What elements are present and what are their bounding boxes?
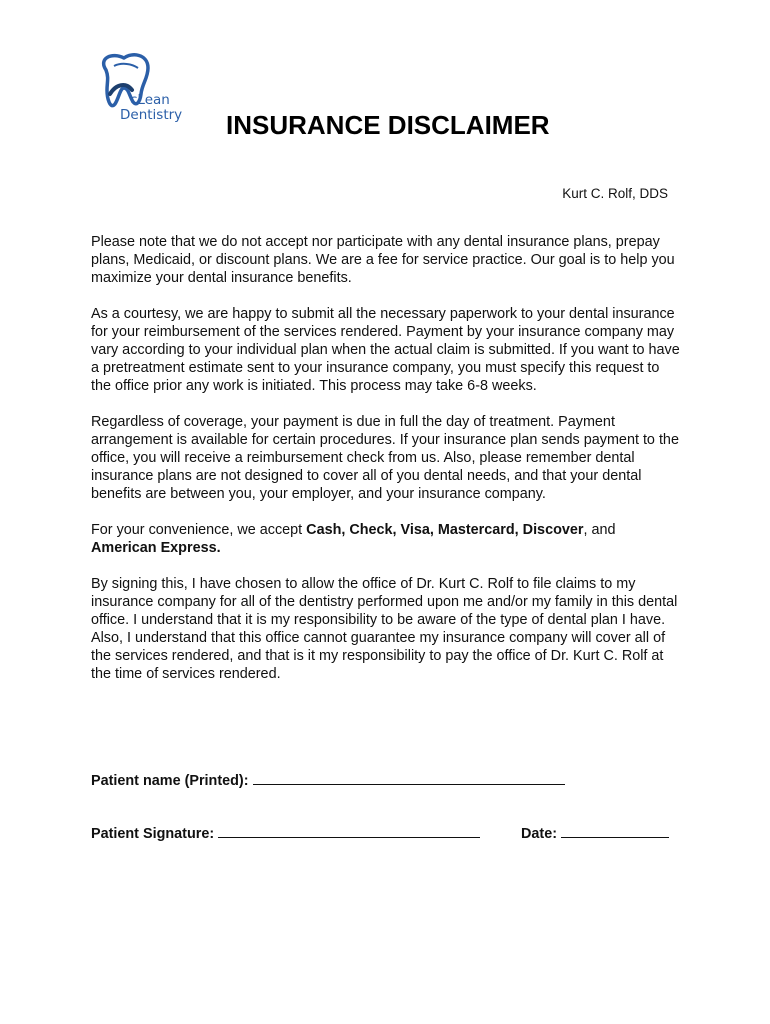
patient-signature-line[interactable] (218, 822, 480, 838)
doctor-name: Kurt C. Rolf, DDS (562, 186, 668, 201)
accepted-payments-prefix: For your convenience, we accept (91, 522, 307, 538)
patient-signature-label: Patient Signature: (91, 826, 215, 842)
accepted-payments-list: Cash, Check, Visa, Mastercard, Discover (306, 522, 584, 538)
logo-text (120, 92, 183, 123)
paragraph-no-insurance: Please note that we do not accept nor participate with any dental insurance plans, prepay plans, Medicaid, or discount plans. We are a fee for service practice. Our goal is to help you maximize your dental insurance benefits. (91, 234, 675, 286)
paragraph-authorization: By signing this, I have chosen to allow the office of Dr. Kurt C. Rolf to file claims to my insurance company for all of the dentistry performed upon me and/or my family in this dental office. I understand that it is my responsibility to be aware of the type of dental plan I have. Also, I understand that this office cannot guarantee my insurance company will cover all of the services rendered, and that is it my responsibility to pay the office of Dr. Kurt C. Rolf at the time of services rendered. (91, 576, 678, 682)
page-title: INSURANCE DISCLAIMER (226, 110, 550, 140)
paragraph-payment: Regardless of coverage, your payment is due in full the day of treatment. Payment arrangement is available for certain procedures. If your insurance plan sends payment to the office, you will receive a reimbursement check from us. Also, please remember dental insurance plans are not designed to cover all of you dental needs, and that your dental benefits are between you, your employer, and your insurance company. (91, 414, 679, 502)
logo-line-1: cLean (130, 92, 170, 108)
patient-name-field (91, 769, 565, 789)
paragraph-courtesy: As a courtesy, we are happy to submit all the necessary paperwork to your dental insurance for your reimbursement of the services rendered. Payment by your insurance company may vary according to your individual plan when the actual claim is submitted. If you want to have a pretreatment estimate sent to your insurance company, you must specify this request to the office prior any work is initiated. This process may take 6-8 weeks. (91, 306, 680, 394)
paragraph-accepted-payments (91, 521, 681, 557)
logo-line-2: Dentistry (120, 107, 183, 123)
accepted-payments-amex: American Express. (91, 540, 221, 556)
disclaimer-body (91, 233, 681, 701)
patient-name-line[interactable] (253, 769, 565, 785)
date-label: Date: (521, 826, 557, 842)
accepted-payments-mid: , and (583, 522, 616, 538)
date-line[interactable] (561, 822, 669, 838)
patient-name-label: Patient name (Printed): (91, 773, 249, 789)
date-field (521, 822, 669, 842)
patient-signature-field (91, 822, 480, 842)
